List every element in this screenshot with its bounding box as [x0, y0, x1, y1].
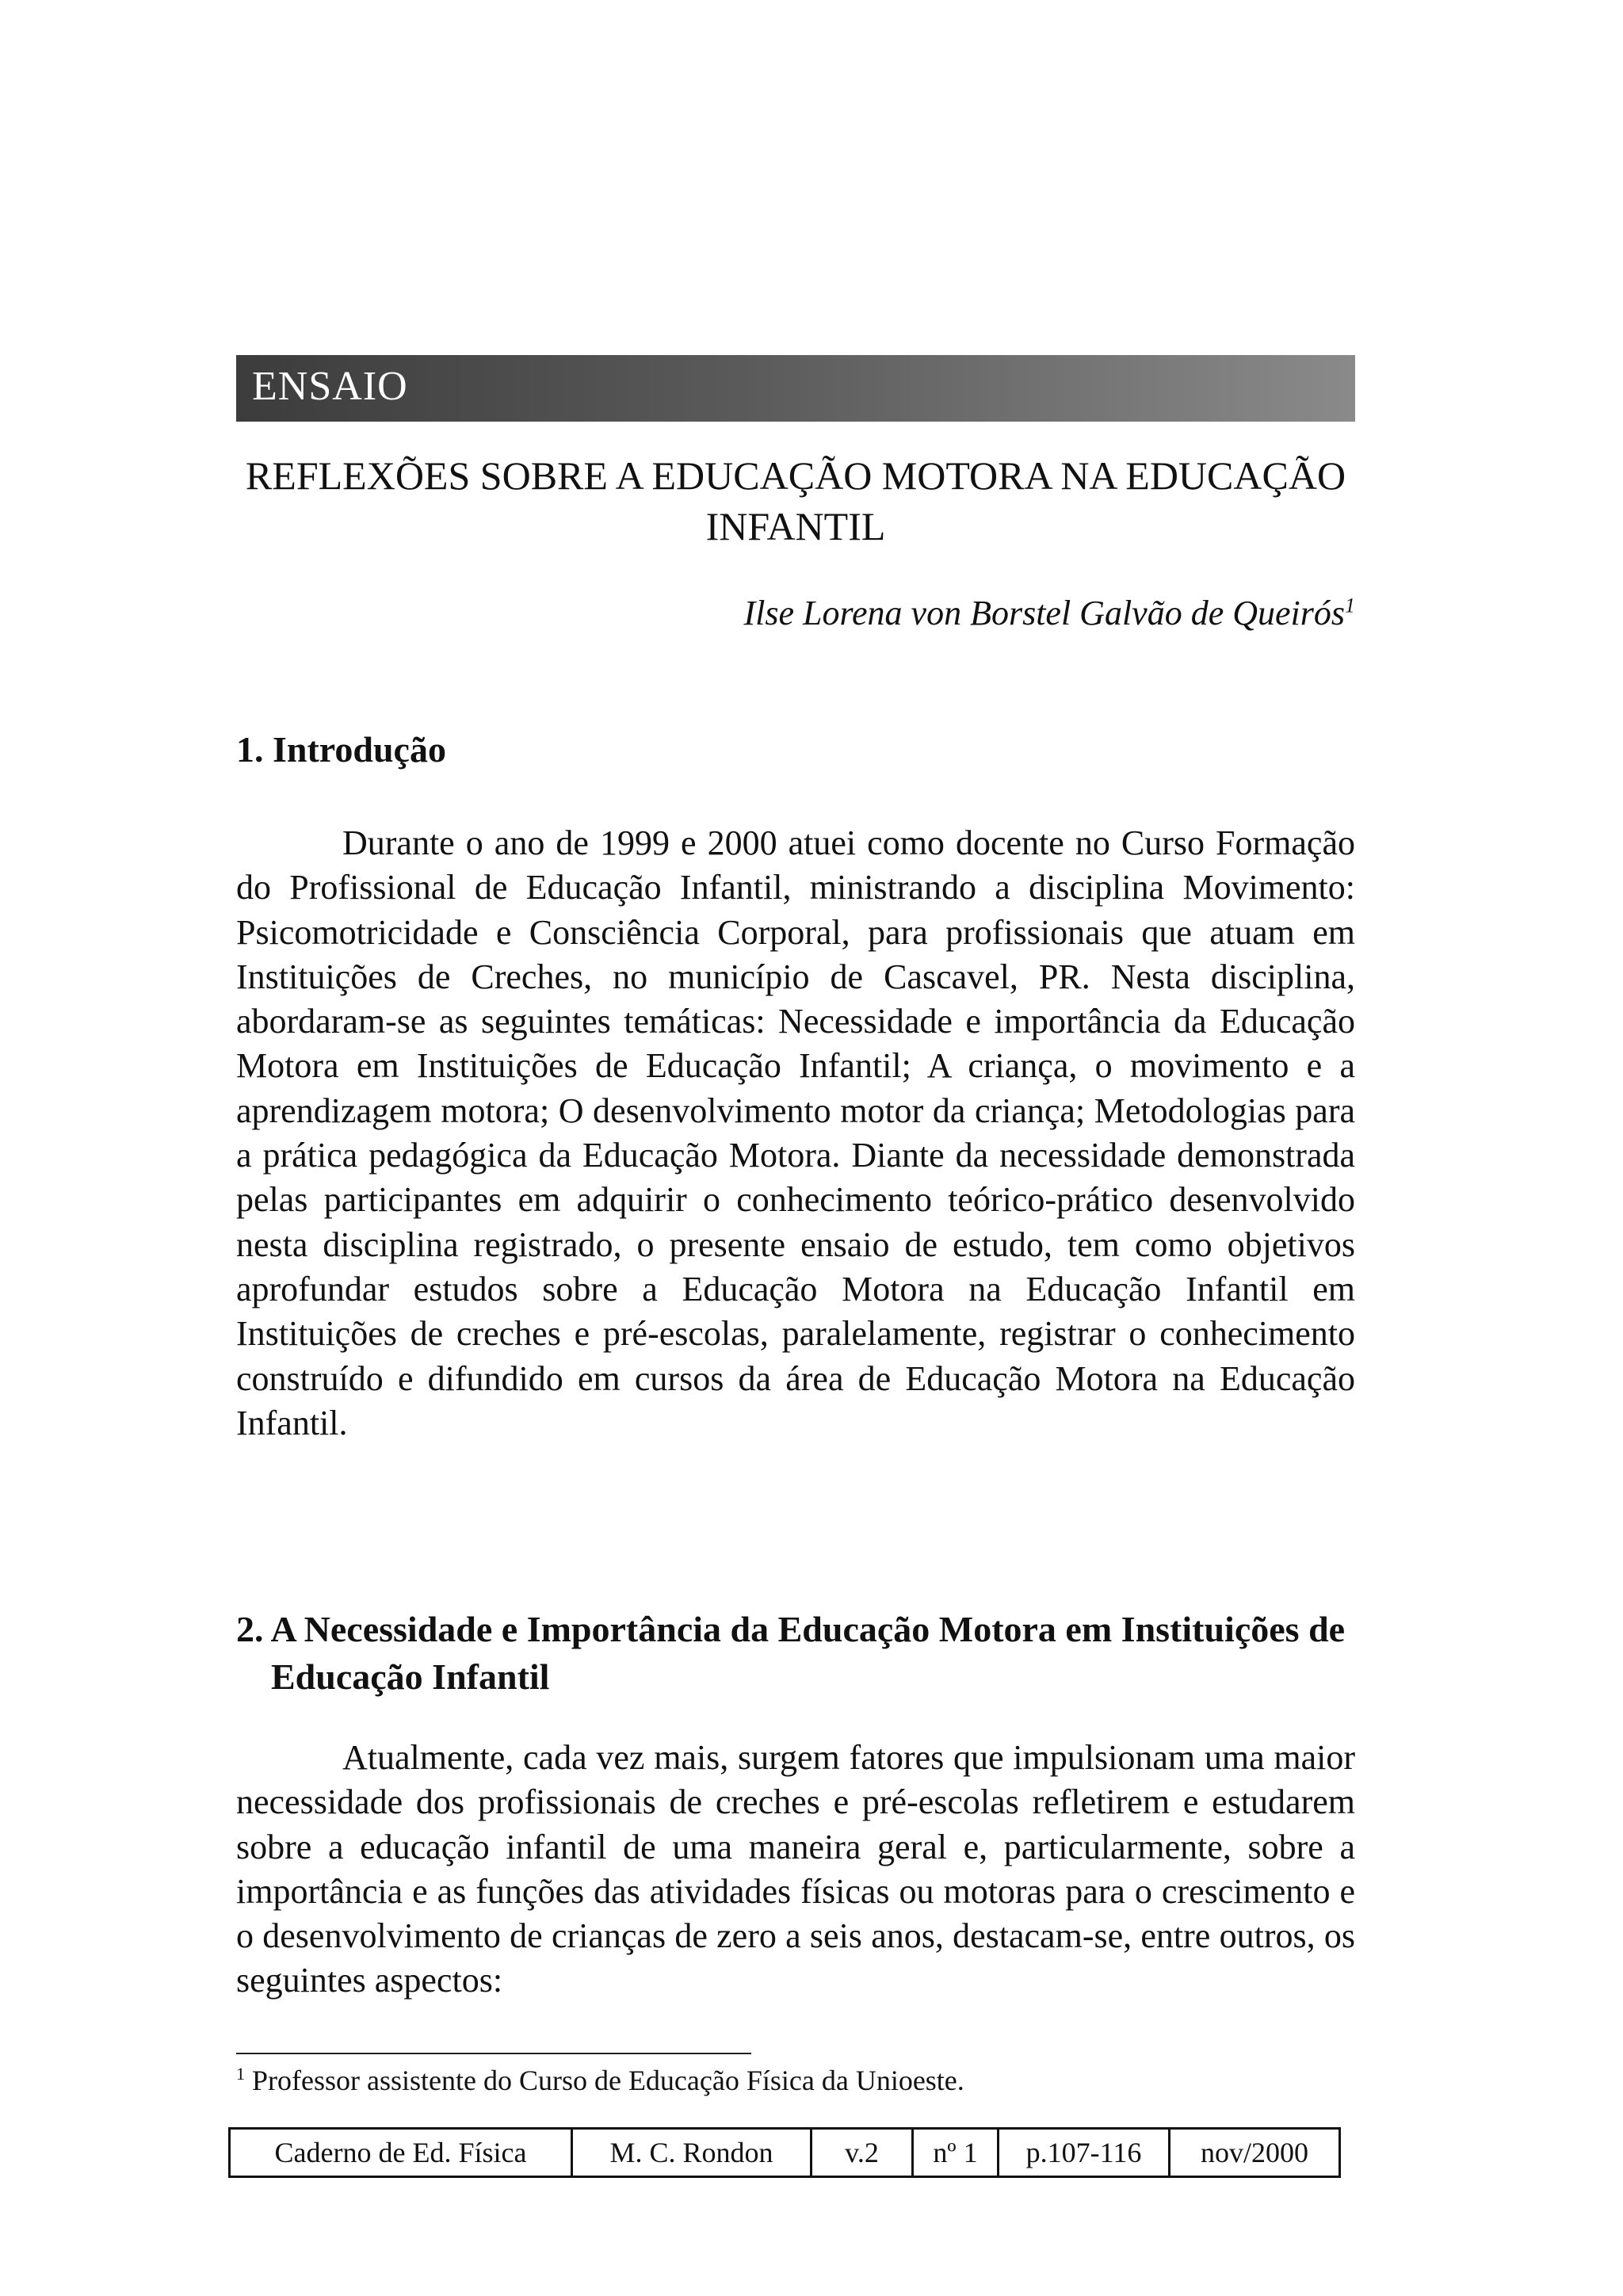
citation-city: M. C. Rondon: [573, 2130, 812, 2176]
citation-pages: p.107-116: [999, 2130, 1170, 2176]
section-banner: [236, 355, 1355, 422]
section-label: ENSAIO: [252, 364, 408, 409]
citation-journal: Caderno de Ed. Física: [231, 2130, 573, 2176]
citation-volume: v.2: [812, 2130, 914, 2176]
article-title: REFLEXÕES SOBRE A EDUCAÇÃO MOTORA NA EDUCAÇÃO INFANTIL: [245, 453, 1346, 548]
citation-number: nº 1: [914, 2130, 999, 2176]
paragraph-introducao: Durante o ano de 1999 e 2000 atuei como docente no Curso Formação do Profissional de Educação Infantil, ministrando a disciplina Movimento: Psicomotricidade e Consciência Corporal, para profissionais que atuam em Instituições de Creches, no município de Cascavel, PR. Nesta disciplina, abordaram-se as seguintes temáticas: Necessidade e importância da Educação Motora em Instituições de Educação Infantil; A criança, o movimento e a aprendizagem motora; O desenvolvimento motor da criança; Metodologias para a prática pedagógica da Educação Motora. Diante da necessidade demonstrada pelas participantes em adquirir o conhecimento teórico-prático desenvolvido nesta disciplina registrado, o presente ensaio de estudo, tem como objetivos aprofundar estudos sobre a Educação Motora na Educação Infantil em Instituições de creches e pré-escolas, paralelamente, registrar o conhecimento construído e difundido em cursos da área de Educação Motora na Educação Infantil.: [236, 823, 1355, 1442]
author-name: Ilse Lorena von Borstel Galvão de Queirós: [743, 594, 1345, 632]
footnote-mark: 1: [236, 2064, 245, 2084]
footnote-text: Professor assistente do Curso de Educação Física da Unioeste.: [252, 2065, 964, 2096]
section-heading-introducao: 1. Introdução: [236, 729, 446, 770]
paragraph-necessidade: Atualmente, cada vez mais, surgem fatores que impulsionam uma maior necessidade dos profissionais de creches e pré-escolas refletirem e estudarem sobre a educação infantil de uma maneira geral e, particularmente, sobre a importância e as funções das atividades físicas ou motoras para o crescimento e o desenvolvimento de crianças de zero a seis anos, destacam-se, entre outros, os seguintes aspectos:: [236, 1738, 1355, 2000]
author-line: [744, 593, 1355, 633]
citation-date: nov/2000: [1200, 2137, 1308, 2168]
citation-box: [228, 2127, 1341, 2178]
footnote-rule: [236, 2053, 751, 2054]
footnote: [236, 2064, 964, 2097]
author-footnote-mark: 1: [1345, 594, 1355, 617]
section-heading-necessidade: 2. A Necessidade e Importância da Educação Motora em Instituições de Educação Infantil: [236, 1609, 1346, 1697]
